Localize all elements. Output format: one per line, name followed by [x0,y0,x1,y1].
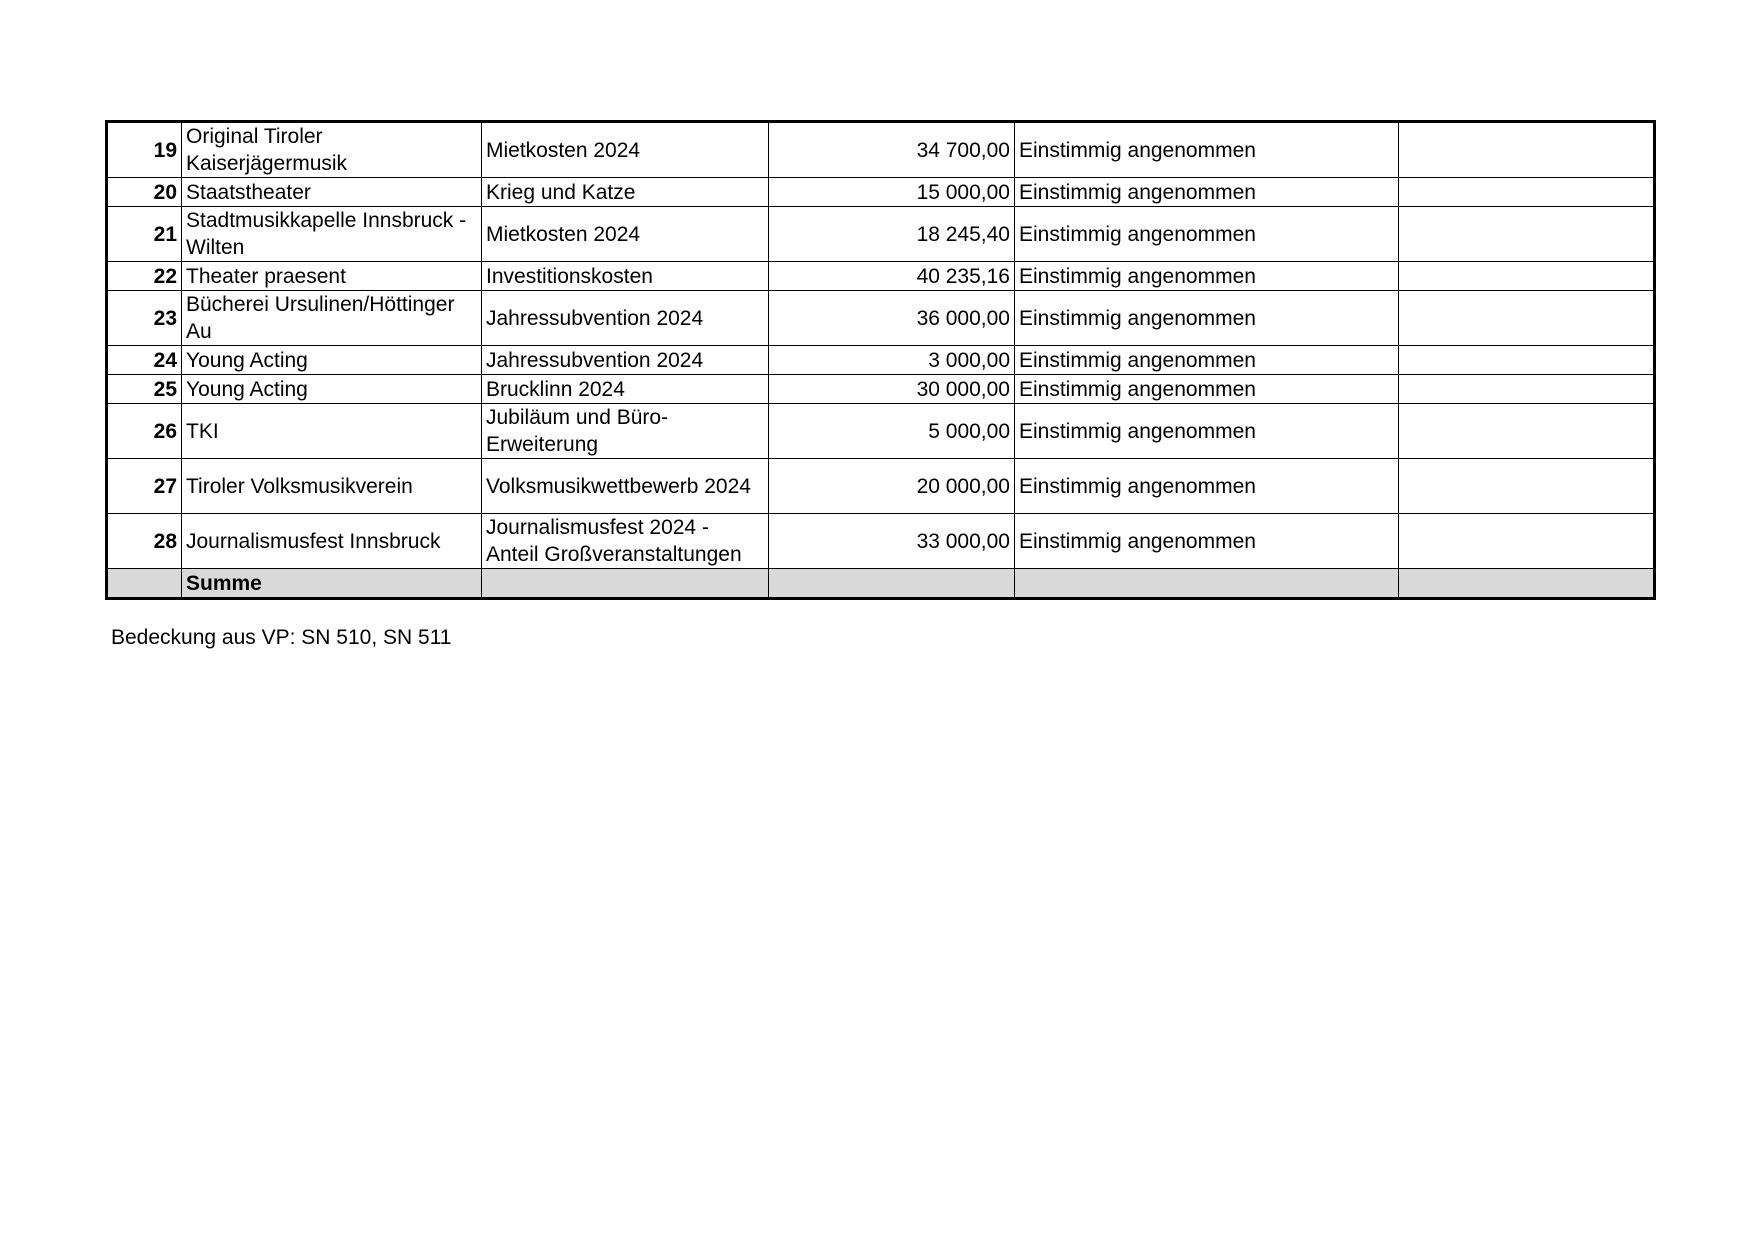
row-number: 26 [107,404,182,459]
note-cell [1399,404,1655,459]
amount-cell: 30 000,00 [769,375,1015,404]
decision-cell: Einstimmig angenommen [1015,178,1399,207]
amount-cell: 18 245,40 [769,207,1015,262]
purpose-cell: Jahressubvention 2024 [482,291,769,346]
sum-amount-cell [769,569,1015,599]
note-cell [1399,207,1655,262]
purpose-cell: Investitionskosten [482,262,769,291]
applicant-cell: TKI [182,404,482,459]
applicant-cell: Young Acting [182,346,482,375]
row-number: 20 [107,178,182,207]
row-number: 28 [107,514,182,569]
table-row [107,178,1655,207]
row-number: 27 [107,459,182,514]
decision-cell: Einstimmig angenommen [1015,207,1399,262]
amount-cell: 36 000,00 [769,291,1015,346]
grants-table [105,120,1656,600]
table-row [107,346,1655,375]
table-row [107,262,1655,291]
note-cell [1399,346,1655,375]
sum-note-cell [1399,569,1655,599]
table-row [107,459,1655,514]
row-number: 25 [107,375,182,404]
applicant-cell: Original Tiroler Kaiserjägermusik [182,122,482,178]
spreadsheet-page [105,120,1653,600]
applicant-cell: Staatstheater [182,178,482,207]
applicant-cell: Theater praesent [182,262,482,291]
purpose-cell: Jahressubvention 2024 [482,346,769,375]
purpose-cell: Journalismusfest 2024 - Anteil Großveranstaltungen [482,514,769,569]
row-number: 19 [107,122,182,178]
decision-cell: Einstimmig angenommen [1015,291,1399,346]
amount-cell: 34 700,00 [769,122,1015,178]
sum-label: Summe [182,569,482,599]
sum-row [107,569,1655,599]
purpose-cell: Volksmusikwettbewerb 2024 [482,459,769,514]
sum-purpose-cell [482,569,769,599]
sum-decision-cell [1015,569,1399,599]
note-cell [1399,262,1655,291]
decision-cell: Einstimmig angenommen [1015,122,1399,178]
purpose-cell: Brucklinn 2024 [482,375,769,404]
row-number: 24 [107,346,182,375]
amount-cell: 3 000,00 [769,346,1015,375]
table-row [107,207,1655,262]
note-cell [1399,291,1655,346]
note-cell [1399,178,1655,207]
table-row [107,514,1655,569]
note-cell [1399,459,1655,514]
purpose-cell: Krieg und Katze [482,178,769,207]
applicant-cell: Tiroler Volksmusikverein [182,459,482,514]
amount-cell: 5 000,00 [769,404,1015,459]
table-row [107,122,1655,178]
note-cell [1399,514,1655,569]
coverage-footnote: Bedeckung aus VP: SN 510, SN 511 [111,626,452,649]
table-row [107,404,1655,459]
purpose-cell: Mietkosten 2024 [482,207,769,262]
amount-cell: 40 235,16 [769,262,1015,291]
note-cell [1399,375,1655,404]
purpose-cell: Mietkosten 2024 [482,122,769,178]
decision-cell: Einstimmig angenommen [1015,459,1399,514]
amount-cell: 15 000,00 [769,178,1015,207]
row-number: 21 [107,207,182,262]
row-number: 23 [107,291,182,346]
applicant-cell: Journalismusfest Innsbruck [182,514,482,569]
decision-cell: Einstimmig angenommen [1015,262,1399,291]
purpose-cell: Jubiläum und Büro-Erweiterung [482,404,769,459]
amount-cell: 33 000,00 [769,514,1015,569]
amount-cell: 20 000,00 [769,459,1015,514]
decision-cell: Einstimmig angenommen [1015,514,1399,569]
sum-nr-cell [107,569,182,599]
decision-cell: Einstimmig angenommen [1015,404,1399,459]
applicant-cell: Bücherei Ursulinen/Höttinger Au [182,291,482,346]
table-row [107,375,1655,404]
row-number: 22 [107,262,182,291]
table-row [107,291,1655,346]
applicant-cell: Stadtmusikkapelle Innsbruck - Wilten [182,207,482,262]
decision-cell: Einstimmig angenommen [1015,375,1399,404]
decision-cell: Einstimmig angenommen [1015,346,1399,375]
applicant-cell: Young Acting [182,375,482,404]
note-cell [1399,122,1655,178]
